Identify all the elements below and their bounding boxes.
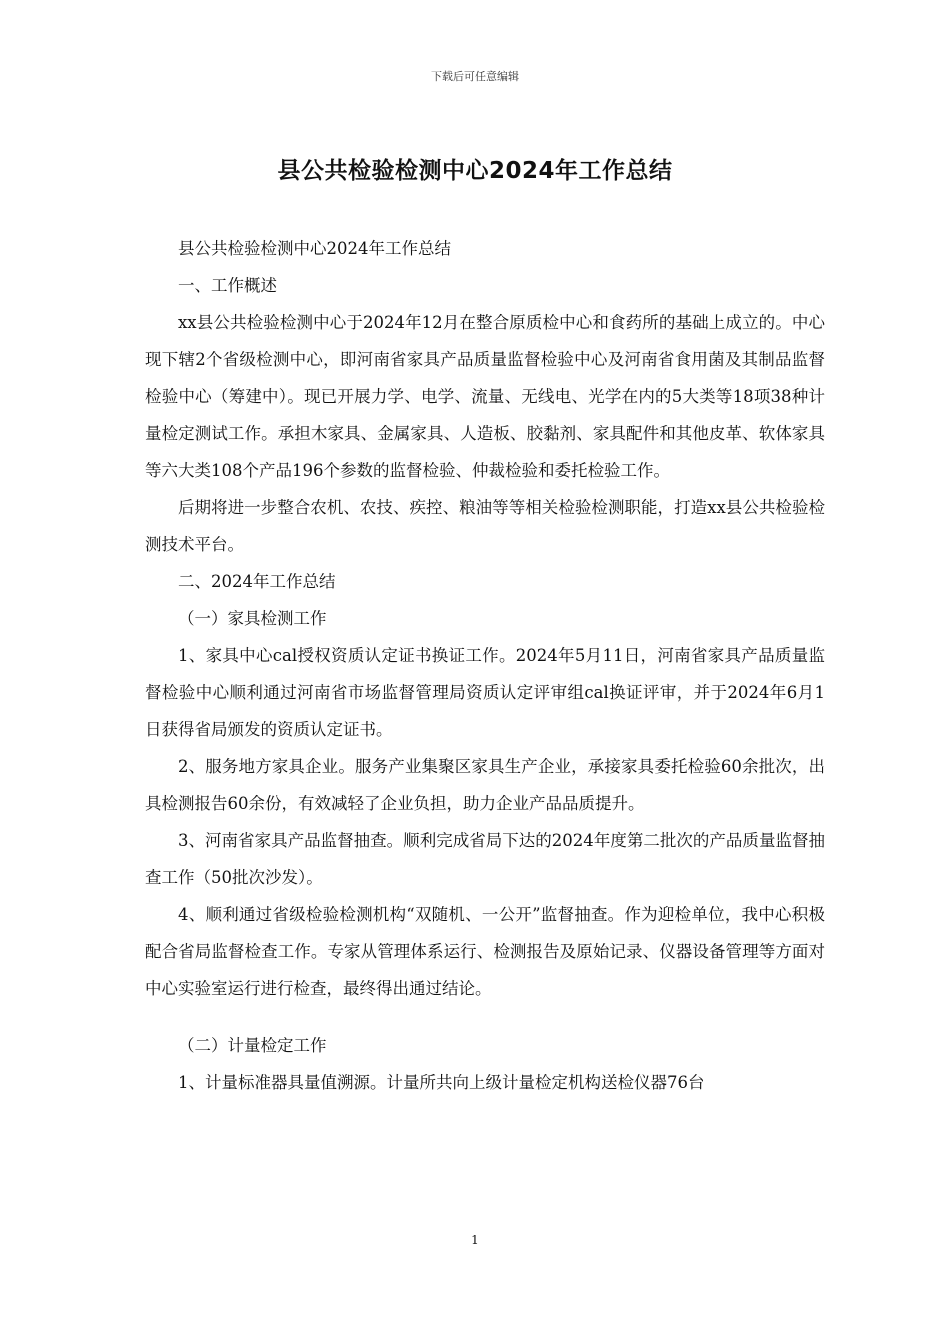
paragraph-subtitle: 县公共检验检测中心2024年工作总结 (178, 239, 451, 258)
paragraph-metrology-item-1: 1、计量标准器具量值溯源。计量所共向上级计量检定机构送检仪器76台 (178, 1073, 705, 1092)
paragraph-item-2: 2、服务地方家具企业。服务产业集聚区家具生产企业，承接家具委托检验60余批次，出具检测报告60余份，有效减轻了企业负担，助力企业产品品质提升。 (145, 757, 825, 813)
paragraph-item-3: 3、河南省家具产品监督抽查。顺利完成省局下达的2024年度第二批次的产品质量监督抽查工作（50批次沙发）。 (145, 831, 825, 887)
paragraph-item-1: 1、家具中心cal授权资质认定证书换证工作。2024年5月11日，河南省家具产品质量监督检验中心顺利通过河南省市场监督管理局资质认定评审组cal换证评审，并于2024年6月1日获得省局颁发的资质认定证书。 (145, 646, 825, 739)
paragraph-future-plan: 后期将进一步整合农机、农技、疾控、粮油等等相关检验检测职能，打造xx县公共检验检测技术平台。 (145, 498, 825, 554)
header-note: 下载后可任意编辑 (431, 70, 519, 83)
subsection-heading-furniture: （一）家具检测工作 (178, 609, 327, 628)
section-heading-overview: 一、工作概述 (178, 276, 277, 295)
document-body (145, 230, 825, 1101)
section-heading-summary: 二、2024年工作总结 (178, 572, 336, 591)
paragraph-item-4: 4、顺利通过省级检验检测机构“双随机、一公开”监督抽查。作为迎检单位，我中心积极配合省局监督检查工作。专家从管理体系运行、检测报告及原始记录、仪器设备管理等方面对中心实验室运行进行检查，最终得出通过结论。 (145, 905, 825, 998)
subsection-heading-metrology: （二）计量检定工作 (178, 1036, 327, 1055)
document-title: 县公共检验检测中心2024年工作总结 (277, 158, 673, 184)
page-number: 1 (471, 1233, 479, 1247)
paragraph-overview: xx县公共检验检测中心于2024年12月在整合原质检中心和食药所的基础上成立的。中心现下辖2个省级检测中心，即河南省家具产品质量监督检验中心及河南省食用菌及其制品监督检验中心（筹建中）。现已开展力学、电学、流量、无线电、光学在内的5大类等18项38种计量检定测试工作。承担木家具、金属家具、人造板、胶黏剂、家具配件和其他皮革、软体家具等六大类108个产品196个参数的监督检验、仲裁检验和委托检验工作。 (145, 313, 825, 480)
